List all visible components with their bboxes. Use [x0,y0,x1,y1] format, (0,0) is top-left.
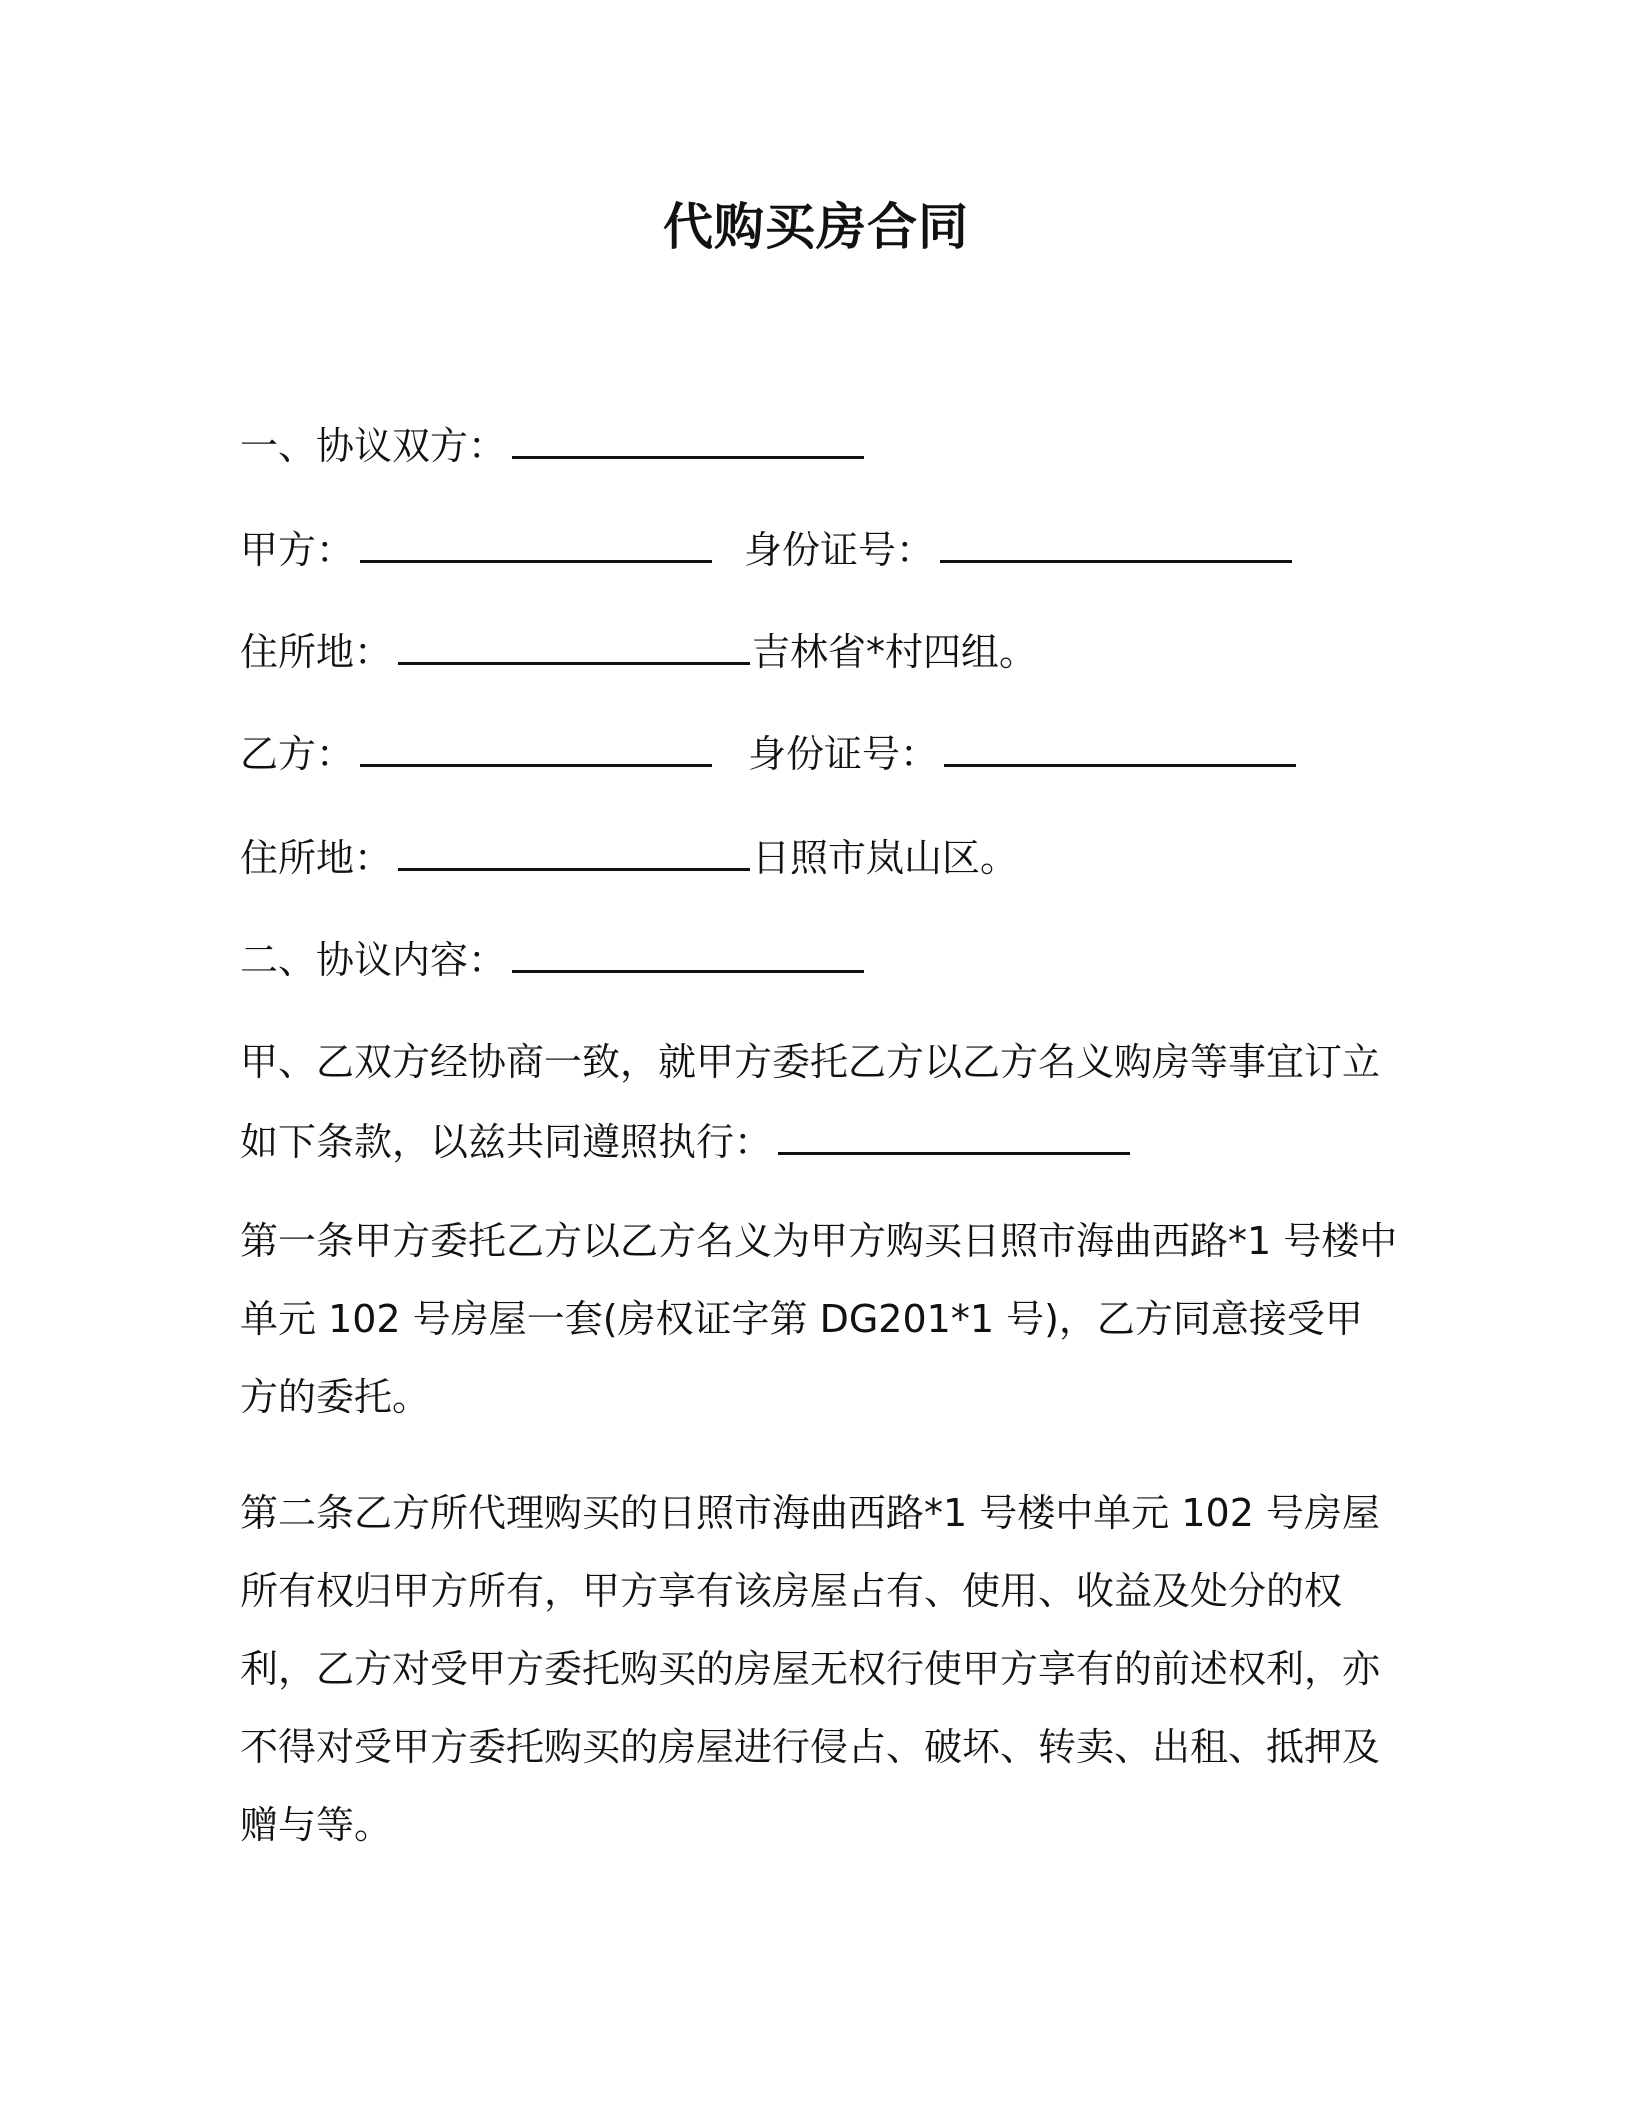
party-b-address-row [240,830,1018,884]
party-b-id-blank [944,726,1296,767]
party-b-address-label: 住所地： [240,836,393,880]
party-b-address-blank [398,830,750,871]
intro-blank [778,1114,1130,1155]
party-a-address-value: 吉林省*村四组。 [752,630,1038,674]
party-b-row [240,726,1298,780]
party-b-address-value: 日照市岚山区。 [752,836,1019,880]
party-a-label: 甲方： [240,528,355,572]
party-b-name-blank [360,726,712,767]
section-parties-label: 一、协议双方： [240,424,507,468]
party-a-id-label: 身份证号： [744,528,935,572]
intro-line-2-row [240,1114,1132,1168]
parties-blank [512,418,864,459]
intro-line-1: 甲、乙双方经协商一致，就甲方委托乙方以乙方名义购房等事宜订立 [240,1040,1381,1084]
party-a-id-blank [940,522,1292,563]
document-title: 代购买房合同 [663,198,969,256]
intro-line-2: 如下条款，以兹共同遵照执行： [240,1120,773,1164]
section-parties-heading [240,418,866,472]
section-content-heading [240,932,866,986]
section-content-label: 二、协议内容： [240,938,507,982]
article-2: 第二条乙方所代理购买的日照市海曲西路*1 号楼中单元 102 号房屋所有权归甲方所有，甲方享有该房屋占有、使用、收益及处分的权利，乙方对受甲方委托购买的房屋无权行使甲方享有的前述权利，亦不得对受甲方委托购买的房屋进行侵占、破坏、转卖、出租、抵押及赠与等。 [240,1491,1381,1847]
party-b-label: 乙方： [240,732,355,776]
article-1: 第一条甲方委托乙方以乙方名义为甲方购买日照市海曲西路*1 号楼中单元 102 号房屋一套(房权证字第 DG201*1 号)，乙方同意接受甲方的委托。 [240,1219,1398,1419]
party-a-address-label: 住所地： [240,630,393,674]
party-a-address-row [240,624,1037,678]
party-b-id-label: 身份证号： [748,732,939,776]
content-blank [512,932,864,973]
party-a-address-blank [398,624,750,665]
party-a-name-blank [360,522,712,563]
party-a-row [240,522,1294,576]
